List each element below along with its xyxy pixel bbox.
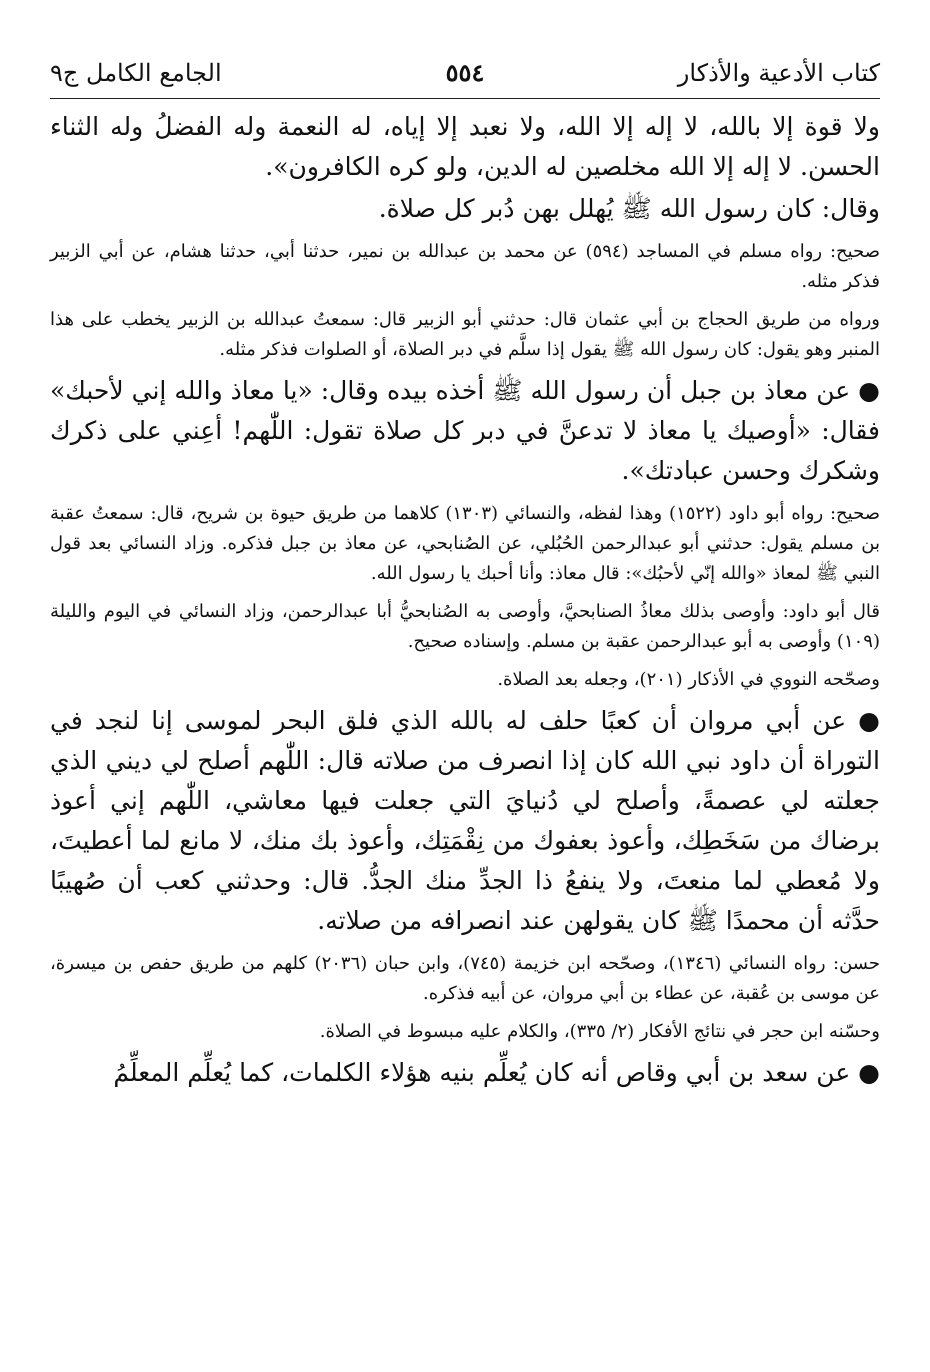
takhrij-note: وصحّحه النووي في الأذكار (٢٠١)، وجعله بعد الصلاة. (497, 669, 880, 690)
page-body (50, 107, 880, 1093)
hadith-text: ● عن معاذ بن جبل أن رسول الله ﷺ أخذه بيده وقال: «يا معاذ والله إني لأحبك» فقال: «أوصيك يا معاذ لا تدعنَّ في دبر كل صلاة تقول: اللّٰهم! أعِني على ذكرك وشكرك وحسن عبادتك». (50, 376, 880, 485)
hadith-text: ● عن سعد بن أبي وقاص أنه كان يُعلِّم بنيه هؤلاء الكلمات، كما يُعلِّم المعلِّمُ (113, 1058, 880, 1087)
page-header (50, 54, 880, 99)
hadith-text: ● عن أبي مروان أن كعبًا حلف له بالله الذي فلق البحر لموسى إنا لنجد في التوراة أن داود نبي الله كان إذا انصرف من صلاته قال: اللّٰهم أصلح لي ديني الذي جعلته لي عصمةً، وأصلح لي دُنيايَ التي جعلت فيها معاشي، اللّٰهم إني أعوذ برضاك من سَخَطِك، وأعوذ بعفوك من نِقْمَتِك، وأعوذ بك منك، لا مانع لما أعطيتَ، ولا مُعطي لما منعتَ، ولا ينفعُ ذا الجدِّ منك الجدُّ. قال: وحدثني كعب أن صُهيبًا حدَّثه أن محمدًا ﷺ كان يقولهن عند انصرافه من صلاته. (50, 706, 880, 935)
takhrij-note: قال أبو داود: وأوصى بذلك معاذُ الصنابحيَّ، وأوصى به الصُنابحيُّ أبا عبدالرحمن، وزاد النسائي في اليوم والليلة (١٠٩) وأوصى به أبو عبدالرحمن عقبة بن مسلم. وإسناده صحيح. (50, 601, 880, 652)
takhrij-note: حسن: رواه النسائي (١٣٤٦)، وصحّحه ابن خزيمة (٧٤٥)، وابن حبان (٢٠٣٦) كلهم من طريق حفص بن ميسرة، عن موسى بن عُقبة، عن عطاء بن أبي مروان، عن أبيه فذكره. (50, 953, 880, 1004)
hadith-text: ولا قوة إلا بالله، لا إله إلا الله، ولا نعبد إلا إياه، له النعمة وله الفضلُ وله الثناء الحسن. لا إله إلا الله مخلصين له الدين، ولو كره الكافرون». (50, 112, 880, 181)
page-number: ٥٥٤ (445, 58, 485, 87)
hadith-text: وقال: كان رسول الله ﷺ يُهلل بهن دُبر كل صلاة. (378, 194, 880, 223)
takhrij-note: ورواه من طريق الحجاج بن أبي عثمان قال: حدثني أبو الزبير قال: سمعتُ عبدالله بن الزبير يخطب على هذا المنبر وهو يقول: كان رسول الله ﷺ يقول إذا سلَّم في دبر الصلاة، أو الصلوات فذكر مثله. (50, 309, 880, 360)
takhrij-note: صحيح: رواه مسلم في المساجد (٥٩٤) عن محمد بن عبدالله بن نمير، حدثنا أبي، حدثنا هشام، عن أبي الزبير فذكر مثله. (50, 241, 880, 292)
book-title: كتاب الأدعية والأذكار (677, 59, 880, 87)
takhrij-note: وحسّنه ابن حجر في نتائج الأفكار (٢/ ٣٣٥)، والكلام عليه مبسوط في الصلاة. (319, 1021, 880, 1042)
takhrij-note: صحيح: رواه أبو داود (١٥٢٢) وهذا لفظه، والنسائي (١٣٠٣) كلاهما من طريق حيوة بن شريح، قال: سمعتُ عقبة بن مسلم يقول: حدثني أبو عبدالرحمن الحُبُلي، عن الصُنابحي، عن معاذ بن جبل فذكره. وزاد النسائي بعد قول النبي ﷺ لمعاذ «والله إنّي لأحبُك»: قال معاذ: وأنا أحبك يا رسول الله. (50, 503, 881, 584)
volume-label: الجامع الكامل ج٩ (50, 59, 222, 87)
